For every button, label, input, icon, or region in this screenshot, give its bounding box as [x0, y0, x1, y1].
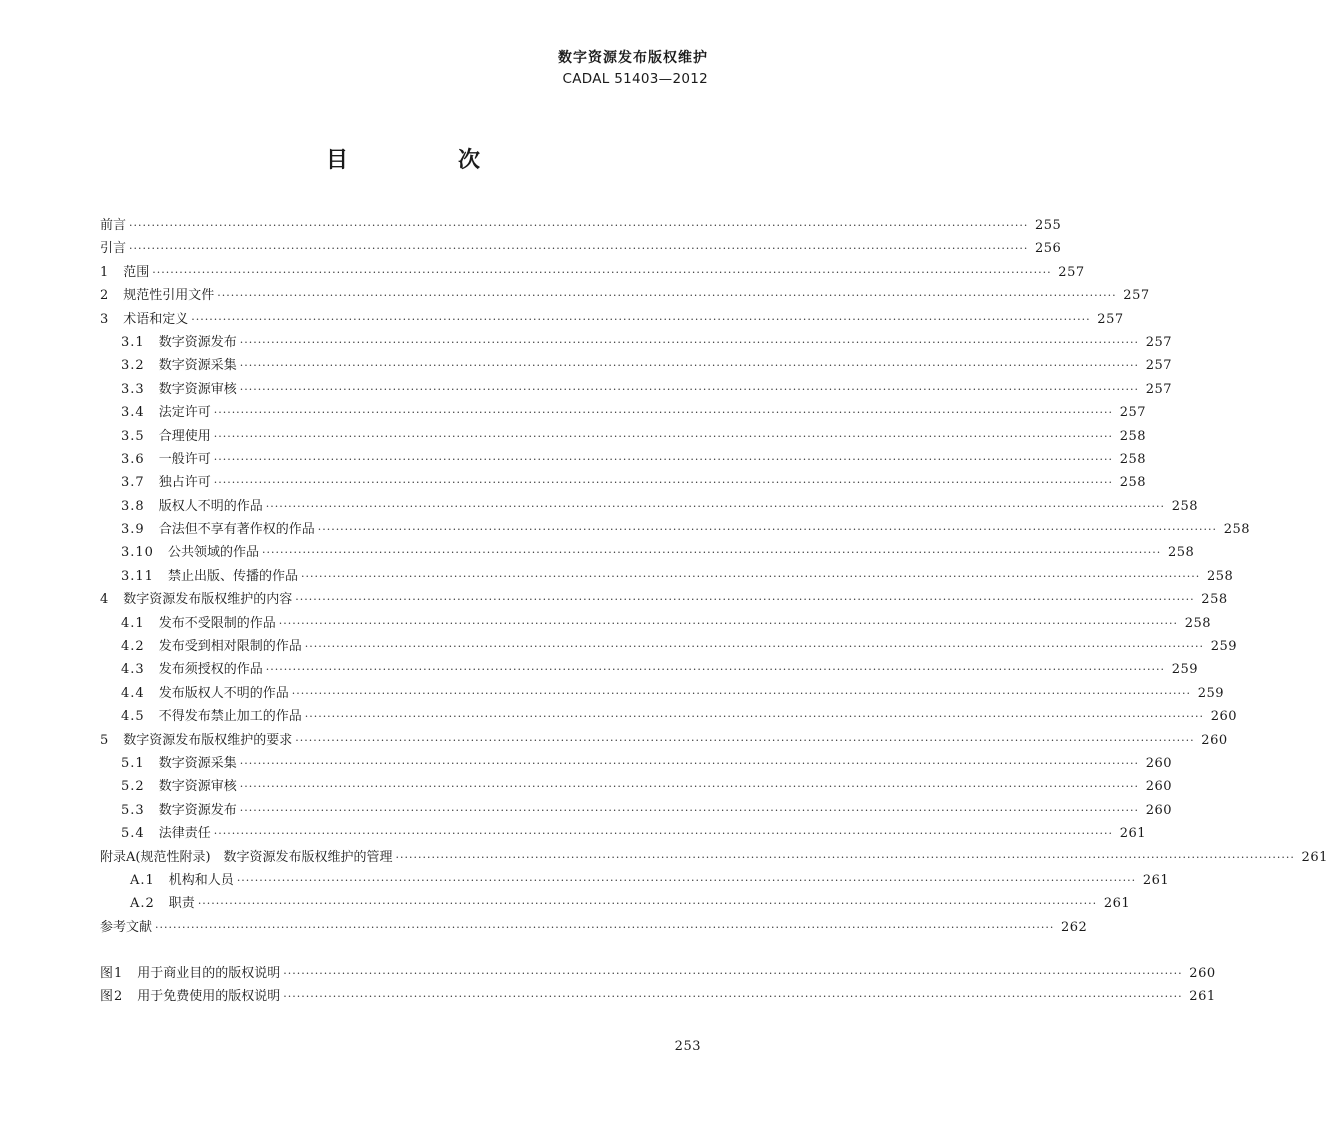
toc-entry-text: 机构和人员: [168, 872, 234, 888]
figure-entry-page: 261: [1189, 989, 1216, 1005]
toc-entry-number: A.2: [130, 896, 155, 912]
toc-entry-page: 258: [1119, 475, 1147, 491]
toc-entry[interactable]: [100, 612, 1212, 635]
toc-entry-page: 261: [1142, 872, 1170, 888]
dot-leader: ········································································································································································································: [239, 359, 1140, 373]
toc-entry-page: 258: [1201, 592, 1228, 608]
toc-entry-label: [100, 214, 126, 233]
dot-leader: ········································································································································································································: [278, 616, 1179, 630]
toc-entry-number: 3.10: [121, 545, 154, 561]
toc-entry[interactable]: [100, 705, 1238, 728]
dot-leader: ········································································································································································································: [283, 967, 1183, 980]
toc-entry-page: 258: [1167, 545, 1195, 561]
toc-entry-text: 职责: [168, 896, 195, 912]
toc-entry-text: 数字资源发布: [158, 802, 237, 818]
toc-entry-page: 257: [1119, 405, 1147, 421]
dot-leader: ········································································································································································································: [155, 920, 1055, 934]
toc-entry-number: 3.7: [121, 475, 145, 491]
toc-entry-text: 前言: [100, 218, 127, 233]
toc-entry-number: 3.6: [121, 451, 145, 467]
toc-entry-page: 260: [1210, 709, 1238, 725]
toc-entry-number: 5.2: [121, 779, 145, 795]
toc-entry-page: 260: [1201, 732, 1228, 748]
page-number: 253: [674, 1039, 701, 1054]
toc-entry-label: [121, 378, 237, 397]
figure-entry-number: 图1: [100, 966, 124, 981]
toc-entry[interactable]: [100, 729, 1228, 752]
dot-leader: ········································································································································································································: [395, 850, 1295, 864]
toc-entry[interactable]: [100, 518, 1251, 541]
toc-entry[interactable]: [100, 658, 1199, 681]
toc-entry-label: [121, 775, 237, 794]
toc-entry[interactable]: [100, 635, 1238, 658]
toc-entry-label: [121, 565, 298, 584]
toc-entry[interactable]: [100, 378, 1173, 401]
dot-leader: ········································································································································································································: [213, 452, 1114, 466]
page-title: 目 次: [325, 147, 524, 173]
toc-entry-number: 4.3: [121, 662, 145, 678]
toc-entry-label: [100, 284, 214, 303]
toc-entry-text: 引言: [100, 241, 127, 257]
toc-entry-label: [121, 822, 211, 841]
toc-entry-number: 4.4: [121, 685, 145, 701]
toc-entry-label: [121, 682, 289, 701]
toc-entry-text: 数字资源发布版权维护的要求: [123, 732, 293, 748]
dot-leader: ········································································································································································································: [213, 429, 1114, 443]
toc-entry-text: 合法但不享有著作权的作品: [158, 522, 315, 538]
figure-entry-number: 图2: [100, 989, 124, 1005]
dot-leader: ········································································································································································································: [261, 546, 1162, 560]
toc-entry-label: [100, 308, 188, 327]
figure-entry[interactable]: [100, 985, 1216, 1008]
toc-entry-label: [121, 799, 237, 818]
toc-entry-label: [121, 541, 259, 560]
toc-entry-label: [121, 635, 302, 654]
toc-entry-label: [121, 518, 315, 537]
dot-leader: ········································································································································································································: [265, 663, 1166, 677]
toc-entry-text: 发布不受限制的作品: [158, 615, 276, 631]
toc-entry-text: 法定许可: [158, 405, 211, 421]
dot-leader: ········································································································································································································: [283, 990, 1183, 1004]
toc-entry[interactable]: [100, 448, 1147, 471]
toc-entry-page: 256: [1035, 241, 1062, 257]
dot-leader: ········································································································································································································: [239, 382, 1140, 396]
toc-entry-text: 参考文献: [100, 919, 153, 935]
figure-list: [100, 962, 1216, 1009]
toc-entry-page: 262: [1061, 919, 1088, 935]
toc-entry-text: 数字资源采集: [158, 755, 237, 771]
dot-leader: ········································································································································································································: [239, 803, 1140, 817]
toc-entry-text: 数字资源发布版权维护的内容: [123, 592, 293, 608]
dot-leader: ········································································································································································································: [265, 499, 1166, 513]
toc-entry-number: 3.11: [121, 568, 154, 584]
toc-entry-number: 3.2: [121, 358, 145, 374]
toc-entry-label: [121, 658, 263, 677]
toc-entry[interactable]: [100, 541, 1195, 564]
toc-entry-number: 5.3: [121, 802, 145, 818]
toc-entry-page: 261: [1301, 849, 1328, 865]
toc-entry-number: 2: [100, 288, 110, 304]
toc-entry-label: [121, 752, 237, 771]
toc-entry-text: 法律责任: [158, 826, 211, 842]
toc-entry-number: A.1: [130, 872, 155, 888]
toc-entry-text: 数字资源采集: [158, 358, 237, 374]
toc-entry-page: 260: [1145, 779, 1173, 795]
toc-entry-text: 数字资源发布: [158, 334, 237, 350]
toc-entry-text: 版权人不明的作品: [158, 498, 263, 514]
toc-entry-page: 257: [1097, 311, 1124, 327]
header-title: 数字资源发布版权维护: [558, 50, 708, 66]
dot-leader: ········································································································································································································: [317, 523, 1218, 537]
toc-entry-page: 258: [1119, 428, 1147, 444]
toc-entry[interactable]: [100, 331, 1173, 354]
dot-leader: ········································································································································································································: [295, 733, 1195, 747]
toc-entry[interactable]: [100, 495, 1199, 518]
header-code: CADAL 51403—2012: [562, 71, 708, 87]
toc-entry[interactable]: [100, 214, 1062, 237]
toc-entry-label: [121, 401, 211, 420]
toc-entry[interactable]: [100, 775, 1173, 798]
toc-entry-number: 5.4: [121, 826, 145, 842]
dot-leader: ········································································································································································································: [191, 312, 1091, 326]
toc-entry[interactable]: [100, 822, 1147, 845]
toc-entry-page: 257: [1145, 334, 1173, 350]
toc-entry-text: 数字资源审核: [158, 779, 237, 795]
toc-entry[interactable]: [100, 354, 1173, 377]
toc-entry[interactable]: [100, 284, 1150, 307]
toc-entry[interactable]: [100, 401, 1147, 424]
toc-entry-page: 257: [1145, 358, 1173, 374]
toc-entry-text: 禁止出版、传播的作品: [167, 568, 298, 584]
toc-entry-label: [100, 916, 152, 935]
toc-entry-number: 3.4: [121, 405, 145, 421]
figure-entry-text: 用于免费使用的版权说明: [137, 989, 281, 1005]
toc-entry-text: 发布须授权的作品: [158, 662, 263, 678]
toc-entry[interactable]: [100, 916, 1088, 939]
toc-entry-label: [100, 261, 149, 280]
toc-entry[interactable]: [100, 261, 1085, 284]
toc-entry[interactable]: [100, 752, 1173, 775]
toc-entry-text: 合理使用: [158, 428, 211, 444]
toc-entry-label: [121, 471, 211, 490]
toc-entry-page: 255: [1035, 218, 1062, 233]
toc-entry-page: 258: [1184, 615, 1212, 631]
dot-leader: ········································································································································································································: [213, 827, 1114, 841]
toc-entry-label: [121, 705, 302, 724]
dot-leader: ········································································································································································································: [291, 686, 1192, 700]
toc-entry-text: 发布版权人不明的作品: [158, 685, 289, 701]
toc-entry-text: 独占许可: [158, 475, 211, 491]
toc-entry-text: 发布受到相对限制的作品: [158, 639, 302, 655]
toc-entry-number: 5: [100, 732, 110, 748]
dot-leader: ········································································································································································································: [239, 780, 1140, 794]
toc-entry-label: [121, 612, 276, 631]
toc-entry-number: 4.2: [121, 639, 145, 655]
dot-leader: ········································································································································································································: [304, 640, 1205, 654]
toc-entry[interactable]: [100, 471, 1147, 494]
toc-entry-number: 4.5: [121, 709, 145, 725]
dot-leader: ········································································································································································································: [295, 593, 1195, 607]
toc-entry-label: [121, 495, 263, 514]
figure-entry-label: [100, 962, 280, 981]
toc-entry[interactable]: [100, 799, 1173, 822]
toc-entry-label: [130, 869, 234, 888]
toc-entry[interactable]: [100, 682, 1225, 705]
figure-entry-page: 260: [1189, 966, 1216, 981]
toc-entry-page: 258: [1206, 568, 1234, 584]
toc-entry-text: 附录A(规范性附录) 数字资源发布版权维护的管理: [100, 849, 393, 865]
dot-leader: ········································································································································································································: [304, 710, 1205, 724]
dot-leader: ········································································································································································································: [236, 873, 1137, 887]
toc-entry-label: [130, 892, 195, 911]
dot-leader: ········································································································································································································: [239, 335, 1140, 349]
figure-entry-label: [100, 985, 280, 1004]
toc-entry[interactable]: [100, 237, 1062, 260]
dot-leader: ········································································································································································································: [300, 569, 1201, 583]
toc-entry-page: 260: [1145, 802, 1173, 818]
toc-entry-page: 259: [1197, 685, 1225, 701]
figure-entry-text: 用于商业目的的版权说明: [137, 966, 281, 981]
toc-entry-page: 258: [1223, 522, 1251, 538]
toc-entry-number: 3.5: [121, 428, 145, 444]
toc-entry-page: 259: [1171, 662, 1199, 678]
toc-entry-label: [121, 331, 237, 350]
toc-entry-page: 257: [1058, 264, 1085, 280]
toc-entry-label: [100, 846, 393, 865]
toc-entry-number: 5.1: [121, 755, 145, 771]
toc-entry-page: 257: [1123, 288, 1150, 304]
table-of-contents: [100, 214, 1328, 939]
toc-entry-page: 258: [1119, 451, 1147, 467]
dot-leader: ········································································································································································································: [239, 756, 1140, 770]
toc-entry[interactable]: [100, 588, 1228, 611]
toc-entry-text: 术语和定义: [123, 311, 189, 327]
toc-entry-page: 261: [1119, 826, 1147, 842]
toc-entry-label: [121, 425, 211, 444]
toc-entry[interactable]: [100, 869, 1170, 892]
toc-entry-label: [100, 729, 292, 748]
toc-entry-label: [100, 237, 126, 256]
toc-entry-number: 3.3: [121, 381, 145, 397]
toc-entry-text: 范围: [123, 264, 150, 280]
toc-entry-page: 258: [1171, 498, 1199, 514]
toc-entry-text: 公共领域的作品: [167, 545, 259, 561]
toc-entry-page: 259: [1210, 639, 1238, 655]
dot-leader: ········································································································································································································: [129, 242, 1029, 256]
toc-entry-number: 3: [100, 311, 110, 327]
toc-entry-number: 4.1: [121, 615, 145, 631]
toc-entry-text: 规范性引用文件: [123, 288, 215, 304]
toc-entry-label: [121, 448, 211, 467]
toc-entry-number: 1: [100, 264, 110, 280]
toc-entry[interactable]: [100, 425, 1147, 448]
toc-entry-label: [100, 588, 292, 607]
dot-leader: ········································································································································································································: [197, 897, 1098, 911]
toc-entry[interactable]: [100, 565, 1234, 588]
toc-entry-page: 261: [1103, 896, 1131, 912]
toc-entry-label: [121, 354, 237, 373]
dot-leader: ········································································································································································································: [152, 265, 1052, 279]
dot-leader: ········································································································································································································: [129, 219, 1029, 232]
toc-entry[interactable]: [100, 892, 1131, 915]
toc-entry-text: 一般许可: [158, 451, 211, 467]
dot-leader: ········································································································································································································: [213, 406, 1114, 420]
toc-entry-number: 3.8: [121, 498, 145, 514]
toc-entry-text: 数字资源审核: [158, 381, 237, 397]
toc-entry-page: 257: [1145, 381, 1173, 397]
toc-entry-page: 260: [1145, 755, 1173, 771]
toc-entry-text: 不得发布禁止加工的作品: [158, 709, 302, 725]
dot-leader: ········································································································································································································: [217, 289, 1117, 303]
dot-leader: ········································································································································································································: [213, 476, 1114, 490]
toc-entry-number: 3.9: [121, 522, 145, 538]
toc-entry[interactable]: [100, 846, 1328, 869]
figure-entry[interactable]: [100, 962, 1216, 985]
toc-entry-number: 4: [100, 592, 110, 608]
toc-entry[interactable]: [100, 308, 1124, 331]
toc-entry-number: 3.1: [121, 334, 145, 350]
